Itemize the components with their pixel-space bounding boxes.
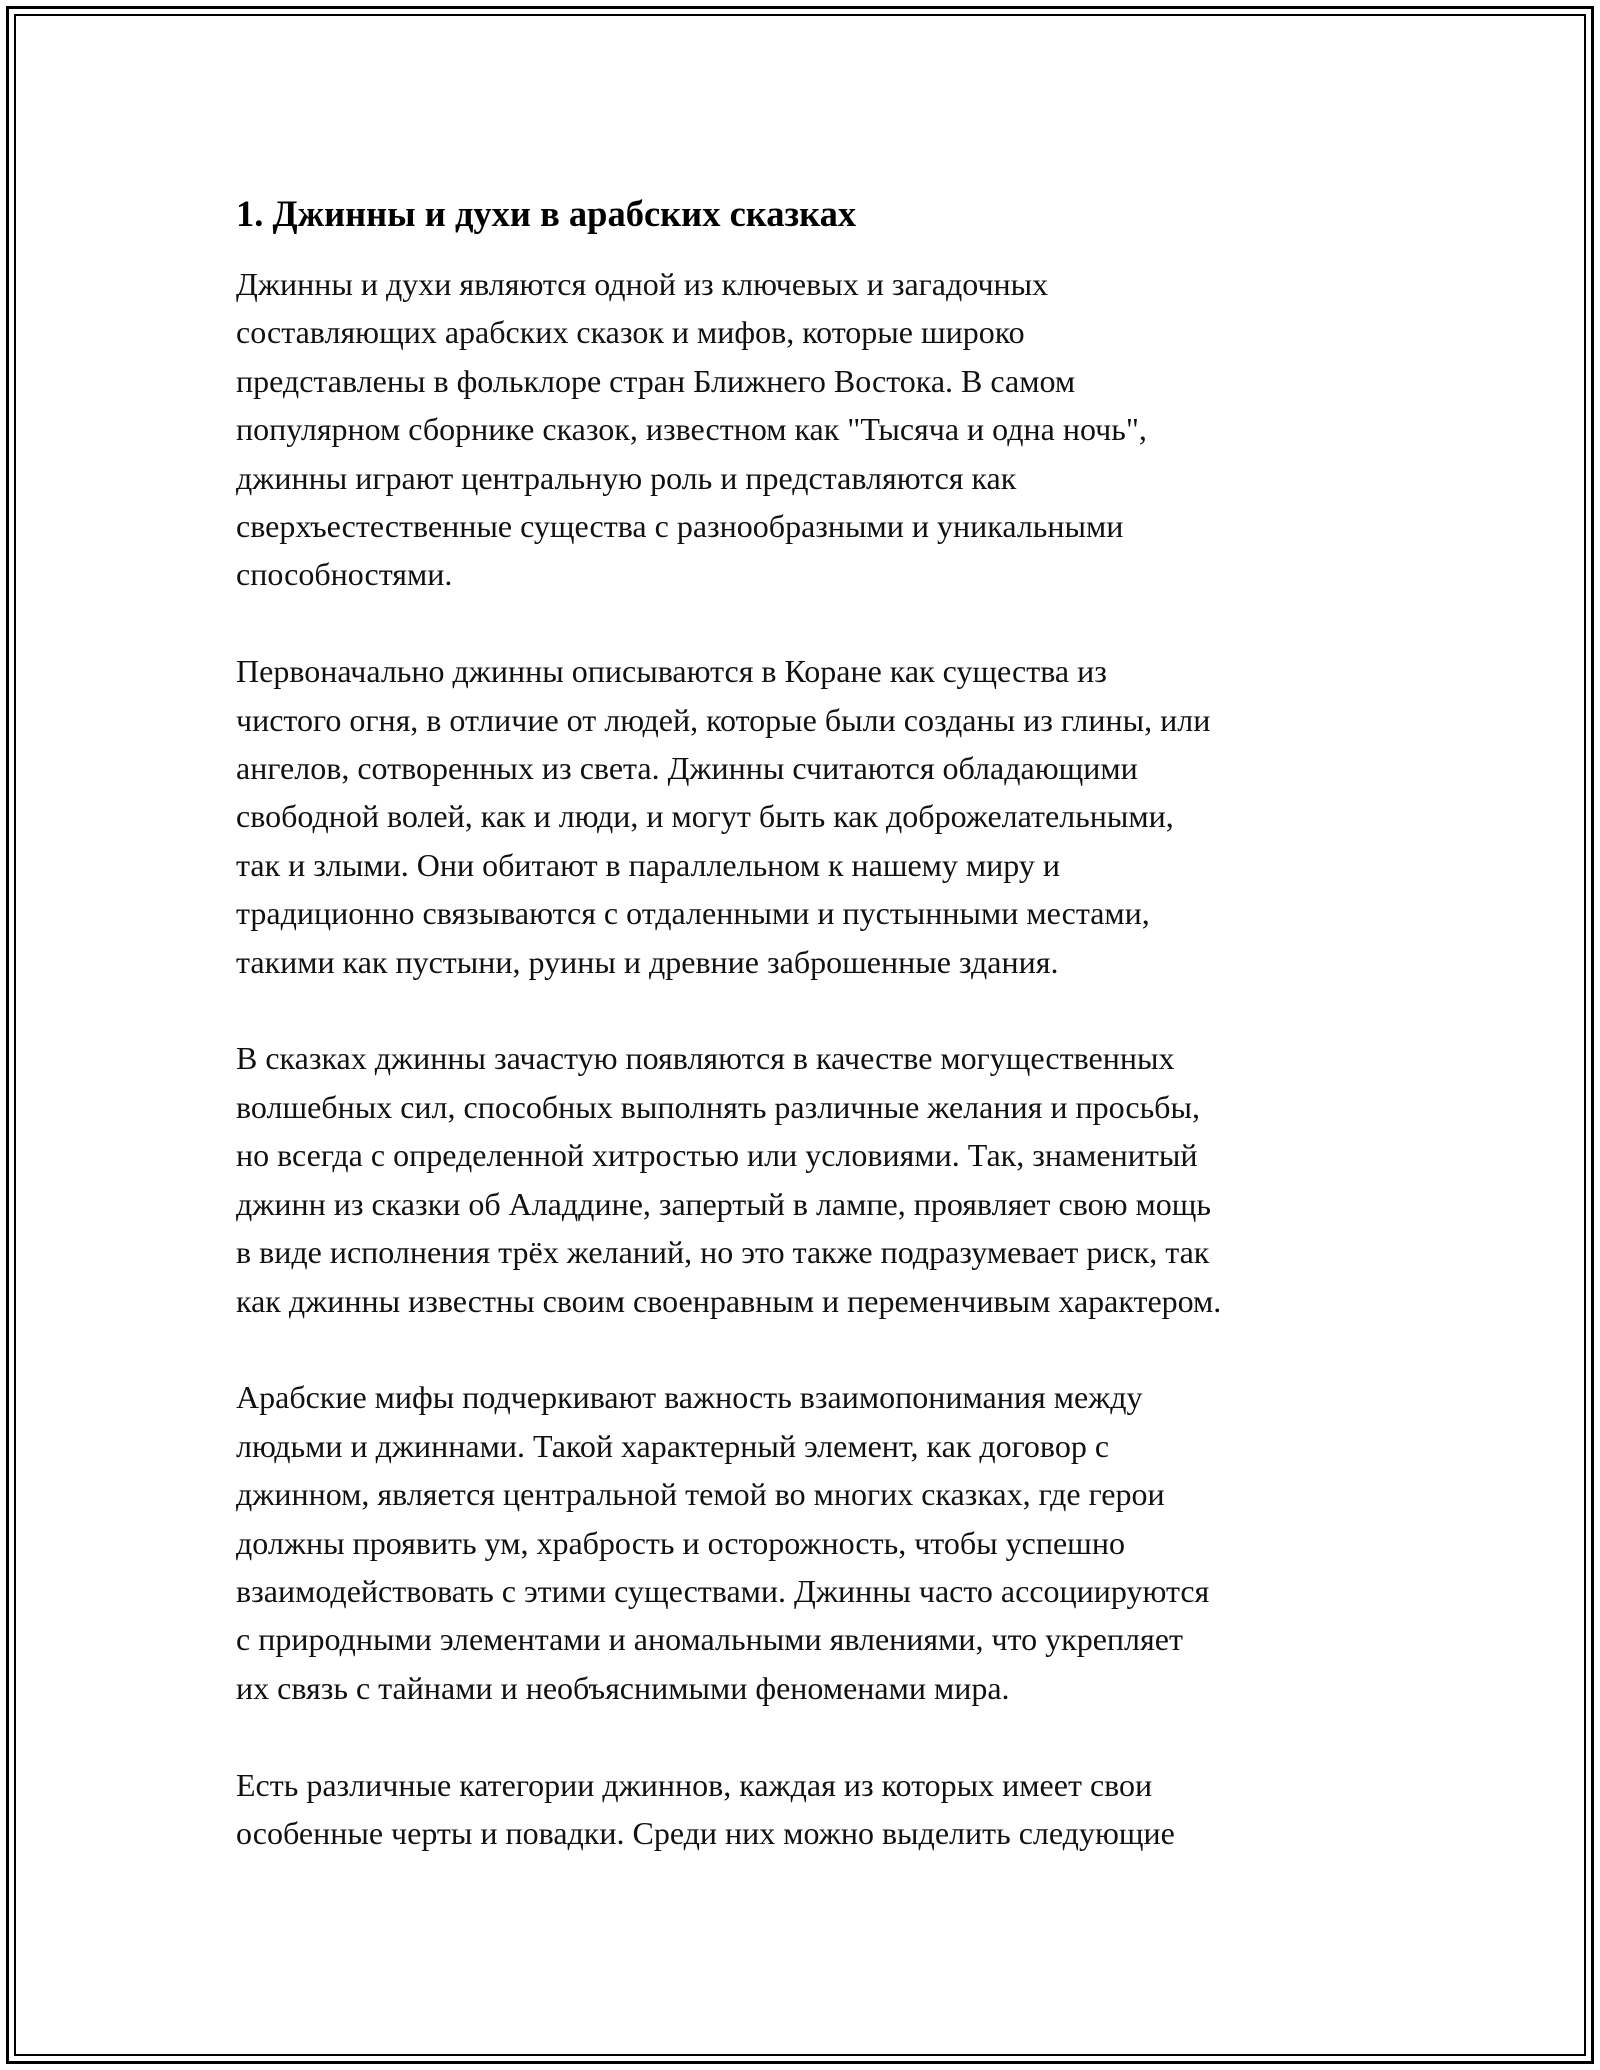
section-heading: 1. Джинны и духи в арабских сказках <box>236 193 857 234</box>
paragraph-5: Есть различные категории джиннов, каждая из которых имеет свои особенные черты и повадки. Среди них можно выделить следующие <box>236 1766 1175 1851</box>
paragraph-3: В сказках джинны зачастую появляются в качестве могущественных волшебных сил, способных выполнять различные желания и просьбы, но всегда с определенной хитростью или условиями. Так, знаменитый джинн из сказки об Аладдине, запертый в лампе, проявляет свою мощь в виде исполнения трёх желаний, но это также подразумевает риск, так как джинны известны своим своенравным и переменчивым характером. <box>236 1040 1222 1319</box>
document-body <box>236 190 1376 1906</box>
paragraph-4: Арабские мифы подчеркивают важность взаимопонимания между людьми и джиннами. Такой характерный элемент, как договор с джинном, является центральной темой во многих сказках, где герои должны проявить ум, храбрость и осторожность, чтобы успешно взаимодействовать с этими существами. Джинны часто ассоциируются с природными элементами и аномальными явлениями, что укрепляет их связь с тайнами и необъяснимыми феноменами мира. <box>236 1379 1210 1706</box>
paragraph-1: Джинны и духи являются одной из ключевых и загадочных составляющих арабских сказок и мифов, которые широко представлены в фольклоре стран Ближнего Востока. В самом популярном сборнике сказок, известном как "Тысяча и одна ночь", джинны играют центральную роль и представляются как сверхъестественные существа с разнообразными и уникальными способностями. <box>236 266 1147 593</box>
paragraph-2: Первоначально джинны описываются в Коране как существа из чистого огня, в отличие от людей, которые были созданы из глины, или ангелов, сотворенных из света. Джинны считаются обладающими свободной волей, как и люди, и могут быть как доброжелательными, так и злыми. Они обитают в параллельном к нашему миру и традиционно связываются с отдаленными и пустынными местами, такими как пустыни, руины и древние заброшенные здания. <box>236 653 1211 980</box>
